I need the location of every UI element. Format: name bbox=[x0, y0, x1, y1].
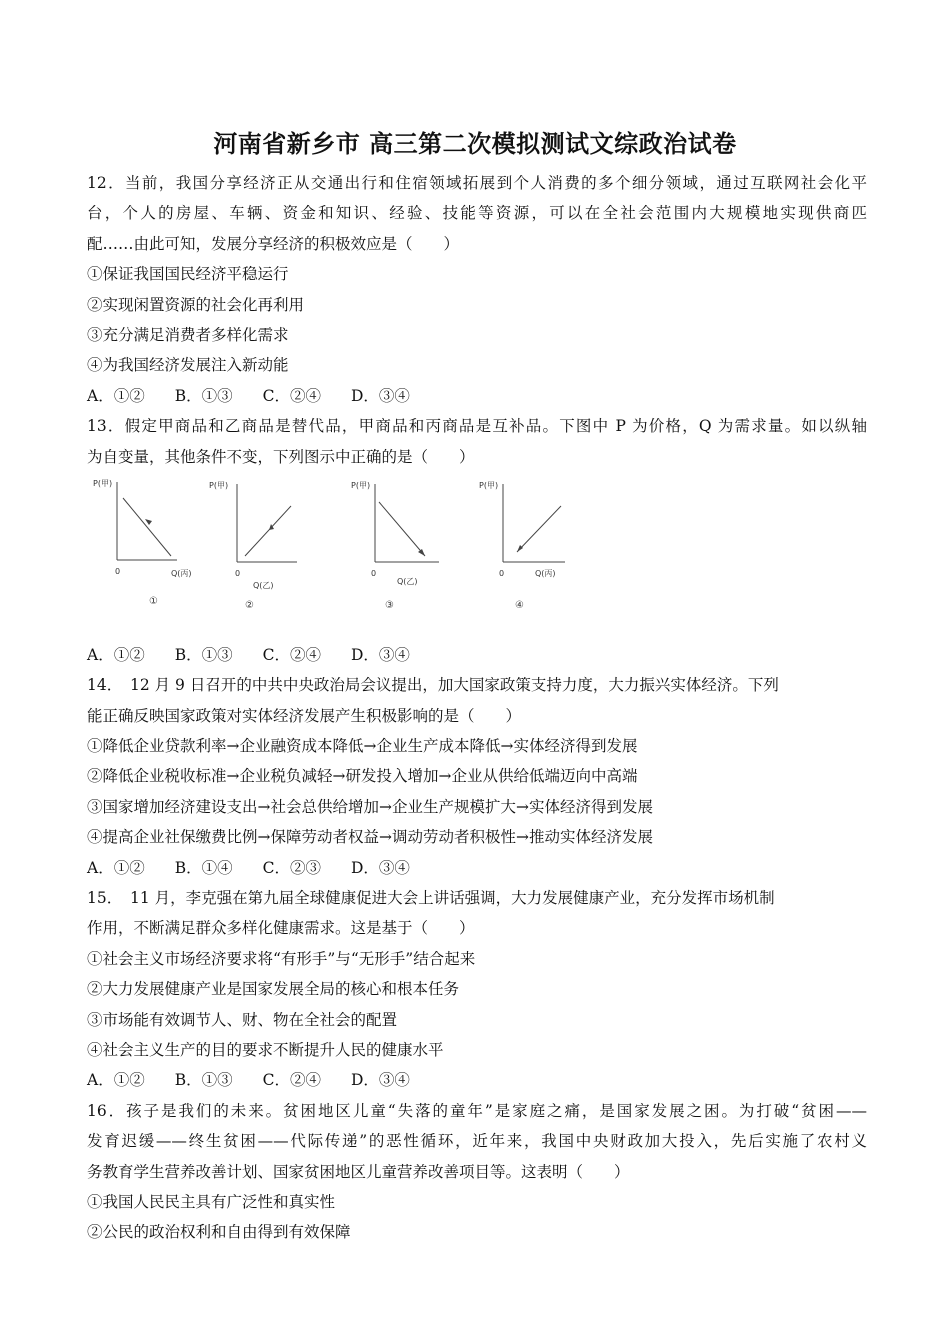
answer-choice: D．③④ bbox=[350, 386, 410, 405]
question-stem-line: 发育迟缓——终生贫困——代际传递”的恶性循环，近年来，我国中央财政加大投入，先后实施了农村义 bbox=[87, 1132, 867, 1151]
option-item: ④提高企业社保缴费比例→保障劳动者权益→调动劳动者积极性→推动实体经济发展 bbox=[87, 828, 653, 847]
question-stem-line: 16．孩子是我们的未来。贫困地区儿童“失落的童年”是家庭之痛，是国家发展之困。为打破“贫困—— bbox=[87, 1101, 867, 1120]
answer-choice: B．①③ bbox=[174, 645, 233, 664]
answer-choice: B．①③ bbox=[174, 1071, 233, 1090]
option-item: ④为我国经济发展注入新动能 bbox=[87, 356, 289, 375]
option-item: ④社会主义生产的目的要求不断提升人民的健康水平 bbox=[87, 1040, 444, 1059]
question-stem-line: 13．假定甲商品和乙商品是替代品，甲商品和丙商品是互补品。下图中 P 为价格，Q 为需求量。如以纵轴 bbox=[87, 417, 867, 436]
y-axis-label: P(甲) bbox=[93, 478, 113, 488]
y-axis-label: P(甲) bbox=[351, 480, 371, 490]
exam-content bbox=[87, 168, 867, 1248]
graph-1 bbox=[91, 476, 201, 606]
question-12 bbox=[87, 168, 867, 411]
question-15 bbox=[87, 883, 867, 1096]
arrow-icon bbox=[145, 519, 152, 525]
answer-choices bbox=[87, 1065, 867, 1095]
option-item: ②降低企业税收标准→企业税负减轻→研发投入增加→企业从供给低端迈向中高端 bbox=[87, 767, 638, 786]
option-item: ①保证我国国民经济平稳运行 bbox=[87, 265, 289, 284]
answer-choice: C．②④ bbox=[262, 386, 321, 405]
x-axis-label: Q(乙) bbox=[397, 576, 418, 586]
page-title: 河南省新乡市 高三第二次模拟测试文综政治试卷 bbox=[213, 130, 737, 158]
demand-line bbox=[123, 498, 171, 556]
question-stem-line: 能正确反映国家政策对实体经济发展产生积极影响的是（ ） bbox=[87, 706, 522, 725]
answer-choices bbox=[87, 640, 867, 670]
answer-choice: A．①② bbox=[87, 858, 145, 877]
question-stem-line: 15． 11 月，李克强在第九届全球健康促进大会上讲话强调，大力发展健康产业，充分发挥市场机制 bbox=[87, 889, 775, 908]
graph-4 bbox=[477, 476, 587, 611]
demand-graphs bbox=[87, 472, 867, 640]
question-13 bbox=[87, 411, 867, 670]
x-axis-label: Q(乙) bbox=[253, 580, 274, 590]
question-stem-line: 配……由此可知，发展分享经济的积极效应是（ ） bbox=[87, 234, 460, 253]
option-item: ①降低企业贷款利率→企业融资成本降低→企业生产成本降低→实体经济得到发展 bbox=[87, 737, 638, 756]
arrow-icon bbox=[418, 549, 425, 556]
demand-line bbox=[517, 506, 561, 552]
x-axis-label: Q(丙) bbox=[535, 568, 556, 578]
question-14 bbox=[87, 670, 867, 883]
answer-choice: A．①② bbox=[87, 645, 145, 664]
option-item: ②公民的政治权利和自由得到有效保障 bbox=[87, 1223, 351, 1242]
answer-choices bbox=[87, 853, 867, 883]
answer-choice: D．③④ bbox=[350, 858, 410, 877]
option-item: ③市场能有效调节人、财、物在全社会的配置 bbox=[87, 1010, 398, 1029]
graph-number: ④ bbox=[515, 599, 524, 611]
option-item: ②大力发展健康产业是国家发展全局的核心和根本任务 bbox=[87, 980, 460, 999]
question-stem-line: 台，个人的房屋、车辆、资金和知识、经验、技能等资源，可以在全社会范围内大规模地实现供商匹 bbox=[87, 204, 867, 223]
answer-choices bbox=[87, 381, 867, 411]
origin-label: 0 bbox=[499, 568, 505, 578]
answer-choice: B．①③ bbox=[174, 386, 233, 405]
graph-number: ① bbox=[149, 595, 158, 607]
graph-number: ② bbox=[245, 599, 254, 611]
answer-choice: C．②④ bbox=[262, 645, 321, 664]
answer-choice: B．①④ bbox=[174, 858, 233, 877]
answer-choice: A．①② bbox=[87, 386, 145, 405]
question-stem-line: 12．当前，我国分享经济正从交通出行和住宿领域拓展到个人消费的多个细分领域，通过互联网社会化平 bbox=[87, 174, 867, 192]
graph-number: ③ bbox=[385, 599, 394, 611]
option-item: ③国家增加经济建设支出→社会总供给增加→企业生产规模扩大→实体经济得到发展 bbox=[87, 797, 653, 816]
answer-choice: C．②③ bbox=[262, 858, 321, 877]
graph-3 bbox=[349, 476, 459, 611]
option-item: ②实现闲置资源的社会化再利用 bbox=[87, 295, 305, 314]
answer-choice: D．③④ bbox=[350, 1071, 410, 1090]
question-stem-line: 14． 12 月 9 日召开的中共中央政治局会议提出，加大国家政策支持力度，大力振兴实体经济。下列 bbox=[87, 676, 779, 695]
question-stem-line: 为自变量，其他条件不变，下列图示中正确的是（ ） bbox=[87, 447, 475, 466]
answer-choice: D．③④ bbox=[350, 645, 410, 664]
demand-line bbox=[245, 506, 291, 556]
answer-choice: A．①② bbox=[87, 1071, 145, 1090]
question-stem-line: 作用，不断满足群众多样化健康需求。这是基于（ ） bbox=[87, 919, 475, 938]
y-axis-label: P(甲) bbox=[209, 480, 229, 490]
option-item: ①社会主义市场经济要求将“有形手”与“无形手”结合起来 bbox=[87, 949, 476, 968]
answer-choice: C．②④ bbox=[262, 1071, 321, 1090]
option-item: ①我国人民民主具有广泛性和真实性 bbox=[87, 1192, 336, 1211]
origin-label: 0 bbox=[235, 568, 241, 578]
question-stem-line: 务教育学生营养改善计划、国家贫困地区儿童营养改善项目等。这表明（ ） bbox=[87, 1162, 630, 1181]
demand-line bbox=[379, 502, 425, 556]
y-axis-label: P(甲) bbox=[479, 480, 499, 490]
origin-label: 0 bbox=[115, 566, 121, 576]
question-16 bbox=[87, 1096, 867, 1248]
graph-2 bbox=[207, 476, 317, 611]
x-axis-label: Q(丙) bbox=[171, 568, 192, 578]
option-item: ③充分满足消费者多样化需求 bbox=[87, 325, 289, 344]
origin-label: 0 bbox=[371, 568, 377, 578]
